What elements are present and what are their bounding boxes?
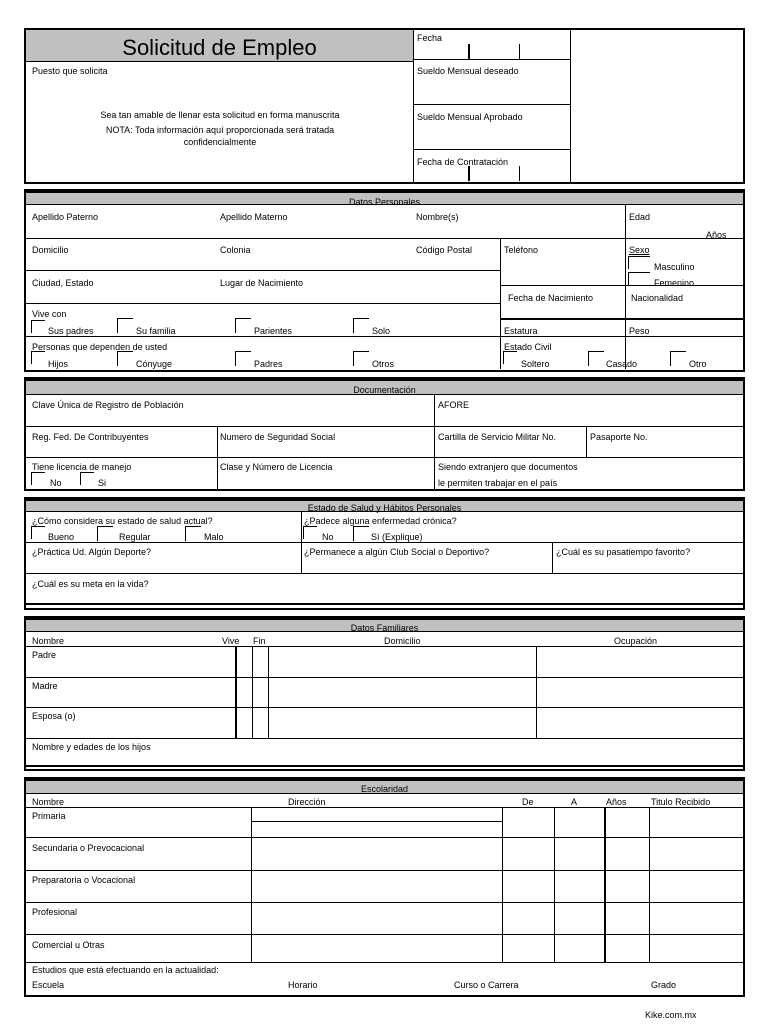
health-row-2 <box>26 573 743 574</box>
lives-alone-label: Solo <box>372 326 391 336</box>
single-checkbox[interactable] <box>503 351 517 364</box>
primary-sub-line <box>251 821 502 822</box>
military-label: Cartilla de Servicio Militar No. <box>438 432 557 442</box>
dep-spouse-checkbox[interactable] <box>117 351 133 366</box>
zip-label: Código Postal <box>416 245 473 255</box>
header-row-3 <box>413 149 570 150</box>
female-label: Femenino <box>654 278 695 288</box>
grade-label: Grado <box>651 980 677 990</box>
edu-years-header: Años <box>606 797 627 807</box>
neighborhood-label: Colonia <box>220 245 251 255</box>
position-label: Puesto que solicita <box>32 66 108 76</box>
nationality-label: Nacionalidad <box>631 293 684 303</box>
birthdate-label: Fecha de Nacimiento <box>508 293 594 303</box>
dependents-label: Personas que dependen de usted <box>32 342 168 352</box>
edu-to-header: A <box>571 797 578 807</box>
license-no-label: No <box>50 478 62 488</box>
secondary-label: Secundaria o Prevocacional <box>32 843 145 853</box>
phone-label: Teléfono <box>504 245 539 255</box>
education-section-bar: Escolaridad <box>26 779 743 794</box>
instruction-2: NOTA: Toda información aquí proporcionada será tratada <box>105 125 335 135</box>
edu-row-5 <box>26 962 743 963</box>
single-label: Soltero <box>521 359 550 369</box>
health-good-checkbox[interactable] <box>31 526 45 539</box>
family-address-header: Domicilio <box>384 636 421 646</box>
commercial-label: Comercial u Otras <box>32 940 105 950</box>
family-col-deceased <box>252 646 253 738</box>
doc-divider-afore <box>434 395 435 489</box>
family-row-2 <box>26 707 743 708</box>
family-section-bar: Datos Familiares <box>26 618 743 632</box>
other-marital-label: Otro <box>689 359 707 369</box>
chronic-no-checkbox[interactable] <box>303 526 317 539</box>
mother-label: Madre <box>32 681 58 691</box>
family-row-3 <box>26 738 743 739</box>
personal-row-2 <box>26 270 500 271</box>
edu-row-4 <box>26 934 743 935</box>
health-question: ¿Cómo considera su estado de salud actual? <box>32 516 213 526</box>
spouse-label: Esposa (o) <box>32 711 76 721</box>
lives-with-label: Vive con <box>32 309 67 319</box>
instruction-3: confidencialmente <box>183 137 257 147</box>
doc-row-2 <box>26 457 743 458</box>
dep-children-checkbox[interactable] <box>31 351 45 364</box>
hobby-question: ¿Cuál es su pasatiempo favorito? <box>556 547 691 557</box>
family-col-alive <box>235 646 237 738</box>
personal-row-3 <box>26 303 500 304</box>
prep-label: Preparatoria o Vocacional <box>32 875 136 885</box>
course-label: Curso o Carrera <box>454 980 519 990</box>
years-label: Años <box>706 230 727 240</box>
family-row-1 <box>26 677 743 678</box>
personal-row-1 <box>26 238 743 239</box>
header-divider-2 <box>570 28 571 184</box>
male-label: Masculino <box>654 262 695 272</box>
date-label: Fecha <box>417 33 443 43</box>
family-header-line <box>26 646 743 647</box>
lives-parents-label: Sus padres <box>48 326 94 336</box>
goal-question: ¿Cuál es su meta en la vida? <box>32 579 149 589</box>
family-bottom-line <box>26 765 743 767</box>
health-divider-2 <box>552 542 553 573</box>
schedule-label: Horario <box>288 980 318 990</box>
edu-row-3 <box>26 902 743 903</box>
dep-spouse-label: Cónyuge <box>136 359 173 369</box>
sport-question: ¿Práctica Ud. Algún Deporte? <box>32 547 152 557</box>
family-col-address <box>268 646 269 738</box>
foreigner-label-2: le permiten trabajar en el país <box>438 478 558 488</box>
club-question: ¿Permanece a algún Club Social o Deportivo? <box>304 547 490 557</box>
edu-row-1 <box>26 837 743 838</box>
edu-address-header: Dirección <box>288 797 326 807</box>
dep-children-label: Hijos <box>48 359 69 369</box>
dep-parents-label: Padres <box>254 359 283 369</box>
married-checkbox[interactable] <box>588 351 604 366</box>
age-divider <box>625 205 626 238</box>
address-label: Domicilio <box>32 245 69 255</box>
edu-col-years <box>604 807 606 962</box>
doc-row-1 <box>26 426 743 427</box>
female-checkbox[interactable] <box>628 272 650 285</box>
weight-label: Peso <box>629 326 650 336</box>
sex-label: Sexo <box>629 245 650 255</box>
marital-status-label: Estado Civil <box>504 342 552 352</box>
education-frame <box>24 777 745 997</box>
license-question: Tiene licencia de manejo <box>32 462 132 472</box>
father-label: Padre <box>32 650 57 660</box>
edu-col-address <box>251 807 252 962</box>
header-row-1 <box>413 59 570 60</box>
header-row-2 <box>413 104 570 105</box>
primary-label: Primaria <box>32 811 66 821</box>
salary-desired-label: Sueldo Mensual deseado <box>417 66 519 76</box>
edu-from-header: De <box>522 797 534 807</box>
city-state-label: Ciudad, Estado <box>32 278 94 288</box>
birth-row-top <box>500 285 743 286</box>
phone-divider <box>500 238 501 369</box>
names-label: Nombre(s) <box>416 212 459 222</box>
dep-others-label: Otros <box>372 359 395 369</box>
license-no-checkbox[interactable] <box>31 472 45 485</box>
instruction-1: Sea tan amable de llenar esta solicitud en forma manuscrita <box>100 110 340 120</box>
lives-relatives-label: Parientes <box>254 326 293 336</box>
health-section-bar: Estado de Salud y Hábitos Personales <box>26 499 743 512</box>
source-link[interactable]: Kike.com.mx <box>645 1010 697 1020</box>
health-bottom-line <box>26 603 743 605</box>
license-yes-checkbox[interactable] <box>80 472 94 485</box>
health-bad-label: Malo <box>204 532 224 542</box>
health-regular-label: Regular <box>119 532 151 542</box>
edu-col-from <box>502 807 503 962</box>
personal-section-bar: Datos Personales <box>26 191 743 205</box>
rfc-label: Reg. Fed. De Contribuyentes <box>32 432 149 442</box>
height-label: Estatura <box>504 326 538 336</box>
sex-divider <box>625 238 626 369</box>
chronic-no-label: No <box>322 532 334 542</box>
married-label: Casado <box>606 359 638 369</box>
edu-header-line <box>26 807 743 808</box>
last-name-maternal-label: Apellido Materno <box>220 212 288 222</box>
hire-tick-1 <box>468 166 470 181</box>
salary-approved-label: Sueldo Mensual Aprobado <box>417 112 523 122</box>
hire-tick-2 <box>519 166 520 181</box>
birthplace-label: Lugar de Nacimiento <box>220 278 304 288</box>
professional-label: Profesional <box>32 907 78 917</box>
chronic-yes-checkbox[interactable] <box>353 526 369 541</box>
family-name-header: Nombre <box>32 636 65 646</box>
page-title: Solicitud de Empleo <box>122 35 317 60</box>
header-divider-1 <box>413 28 414 184</box>
family-col-occupation <box>536 646 537 738</box>
edu-col-degree <box>649 807 650 962</box>
family-deceased-header: Fin <box>253 636 266 646</box>
children-label: Nombre y edades de los hijos <box>32 742 151 752</box>
family-alive-header: Vive <box>222 636 240 646</box>
health-regular-checkbox[interactable] <box>97 526 113 541</box>
curp-label: Clave Única de Registro de Población <box>32 400 184 410</box>
edu-degree-header: Titulo Recibido <box>651 797 711 807</box>
date-tick-1 <box>468 44 470 59</box>
other-marital-checkbox[interactable] <box>670 351 686 366</box>
chronic-question: ¿Padece alguna enfermedad crónica? <box>304 516 457 526</box>
documents-section-bar: Documentación <box>26 379 743 395</box>
health-good-label: Bueno <box>48 532 75 542</box>
edu-col-to <box>554 807 555 962</box>
height-row-top <box>500 318 743 320</box>
health-bad-checkbox[interactable] <box>185 526 201 541</box>
health-row-1 <box>26 542 743 543</box>
foreigner-label-1: Siendo extranjero que documentos <box>438 462 578 472</box>
school-label: Escuela <box>32 980 65 990</box>
passport-label: Pasaporte No. <box>590 432 648 442</box>
edu-name-header: Nombre <box>32 797 65 807</box>
chronic-yes-label: Sí (Explique) <box>371 532 423 542</box>
current-studies-label: Estudios que está efectuando en la actualidad: <box>32 965 219 975</box>
date-tick-2 <box>519 44 520 59</box>
lives-relatives-checkbox[interactable] <box>235 318 251 333</box>
doc-divider-passport <box>586 426 587 457</box>
lives-parents-checkbox[interactable] <box>31 320 45 333</box>
age-label: Edad <box>629 212 651 222</box>
license-class-label: Clase y Número de Licencia <box>220 462 333 472</box>
dep-others-checkbox[interactable] <box>353 351 369 366</box>
last-name-paternal-label: Apellido Paterno <box>32 212 99 222</box>
dep-parents-checkbox[interactable] <box>235 351 251 366</box>
family-occupation-header: Ocupación <box>614 636 658 646</box>
hire-date-label: Fecha de Contratación <box>417 157 509 167</box>
lives-family-label: Su familia <box>136 326 176 336</box>
afore-label: AFORE <box>438 400 470 410</box>
male-checkbox[interactable] <box>628 256 650 269</box>
nss-label: Numero de Seguridad Social <box>220 432 336 442</box>
edu-row-2 <box>26 870 743 871</box>
lives-alone-checkbox[interactable] <box>353 318 369 333</box>
license-yes-label: Si <box>98 478 107 488</box>
lives-family-checkbox[interactable] <box>117 318 133 333</box>
personal-row-4 <box>26 336 743 337</box>
